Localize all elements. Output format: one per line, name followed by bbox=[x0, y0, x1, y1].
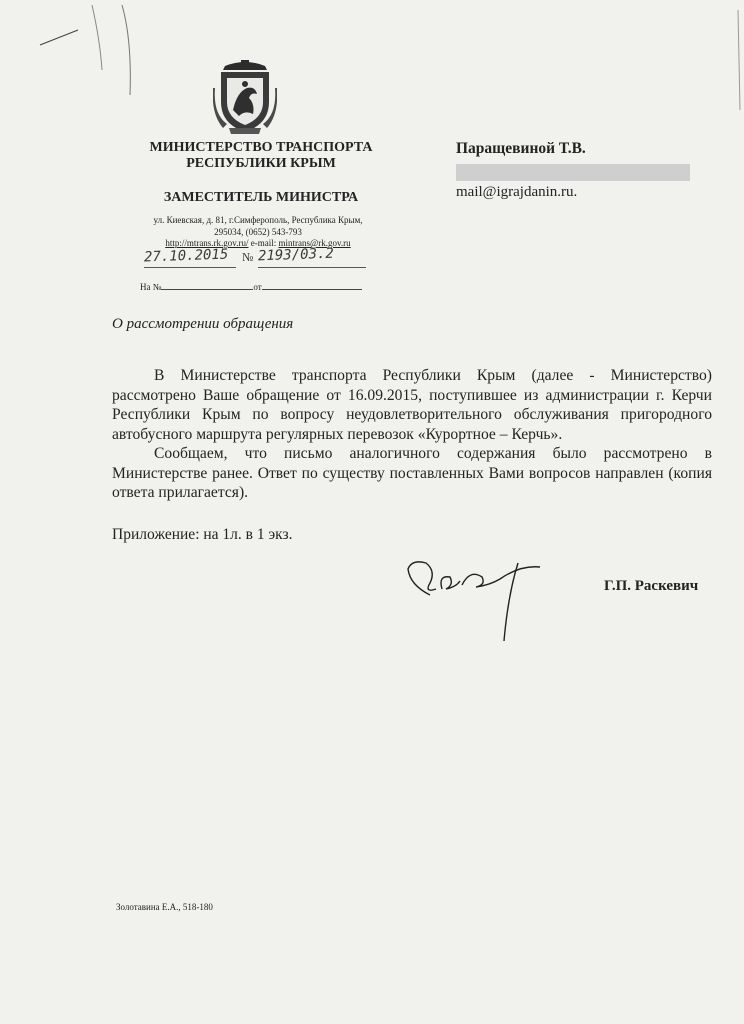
address-line2: 295034, (0652) 543-793 bbox=[214, 226, 302, 237]
registration-date: 27.10.2015 bbox=[143, 246, 229, 266]
recipient-name: Паращевиной Т.В. bbox=[456, 140, 586, 157]
redacted-address bbox=[456, 164, 690, 181]
executor-info: Золотавина Е.А., 518-180 bbox=[116, 902, 213, 912]
pen-scratch-marks bbox=[0, 0, 744, 120]
handwritten-signature bbox=[400, 555, 580, 645]
body-paragraph-1: В Министерстве транспорта Республики Крым (далее - Министерство) рассмотрено Ваше обращение от 16.09.2015, поступившее из администрации г. Керчи Республики Крым по вопросу неудовлетворительного обслуживания пригородного автобусного маршрута регулярных перевозок «Курортное – Керчь». bbox=[112, 367, 712, 443]
ministry-name bbox=[130, 140, 392, 172]
attachment-note: Приложение: на 1л. в 1 экз. bbox=[112, 526, 293, 543]
email-label: e-mail: bbox=[250, 238, 277, 248]
reference-from-label: от bbox=[253, 282, 262, 292]
sender-address-block bbox=[138, 215, 378, 250]
reference-label: На № bbox=[140, 282, 162, 292]
reference-number-blank bbox=[161, 280, 253, 290]
ministry-name-line1: МИНИСТЕРСТВО ТРАНСПОРТА bbox=[149, 140, 373, 155]
ministry-name-line2: РЕСПУБЛИКИ КРЫМ bbox=[186, 156, 336, 171]
reference-date-blank bbox=[262, 280, 362, 290]
ministry-email-link[interactable]: mintrans@rk.gov.ru bbox=[278, 238, 351, 248]
registration-number: 2193/03.2 bbox=[257, 245, 335, 265]
website-link[interactable]: http://mtrans.rk.gov.ru/ bbox=[165, 238, 249, 248]
number-sign: № bbox=[242, 250, 254, 264]
reference-line bbox=[140, 280, 362, 292]
letter-subject: О рассмотрении обращения bbox=[112, 316, 294, 332]
body-paragraph-2: Сообщаем, что письмо аналогичного содержания было рассмотрено в Министерстве ранее. Ответ по существу поставленных Вами вопросов направлен (копия ответа прилагается). bbox=[112, 445, 712, 501]
coat-of-arms-emblem bbox=[213, 58, 277, 136]
registration-stamp bbox=[140, 246, 370, 268]
letter-body bbox=[112, 366, 712, 503]
deputy-minister-title: ЗАМЕСТИТЕЛЬ МИНИСТРА bbox=[163, 190, 359, 205]
recipient-email: mail@igrajdanin.ru. bbox=[456, 184, 578, 200]
address-line1: ул. Киевская, д. 81, г.Симферополь, Республика Крым, bbox=[153, 215, 363, 225]
signer-name: Г.П. Раскевич bbox=[604, 578, 699, 594]
date-underline bbox=[144, 267, 236, 268]
number-underline bbox=[258, 267, 366, 268]
